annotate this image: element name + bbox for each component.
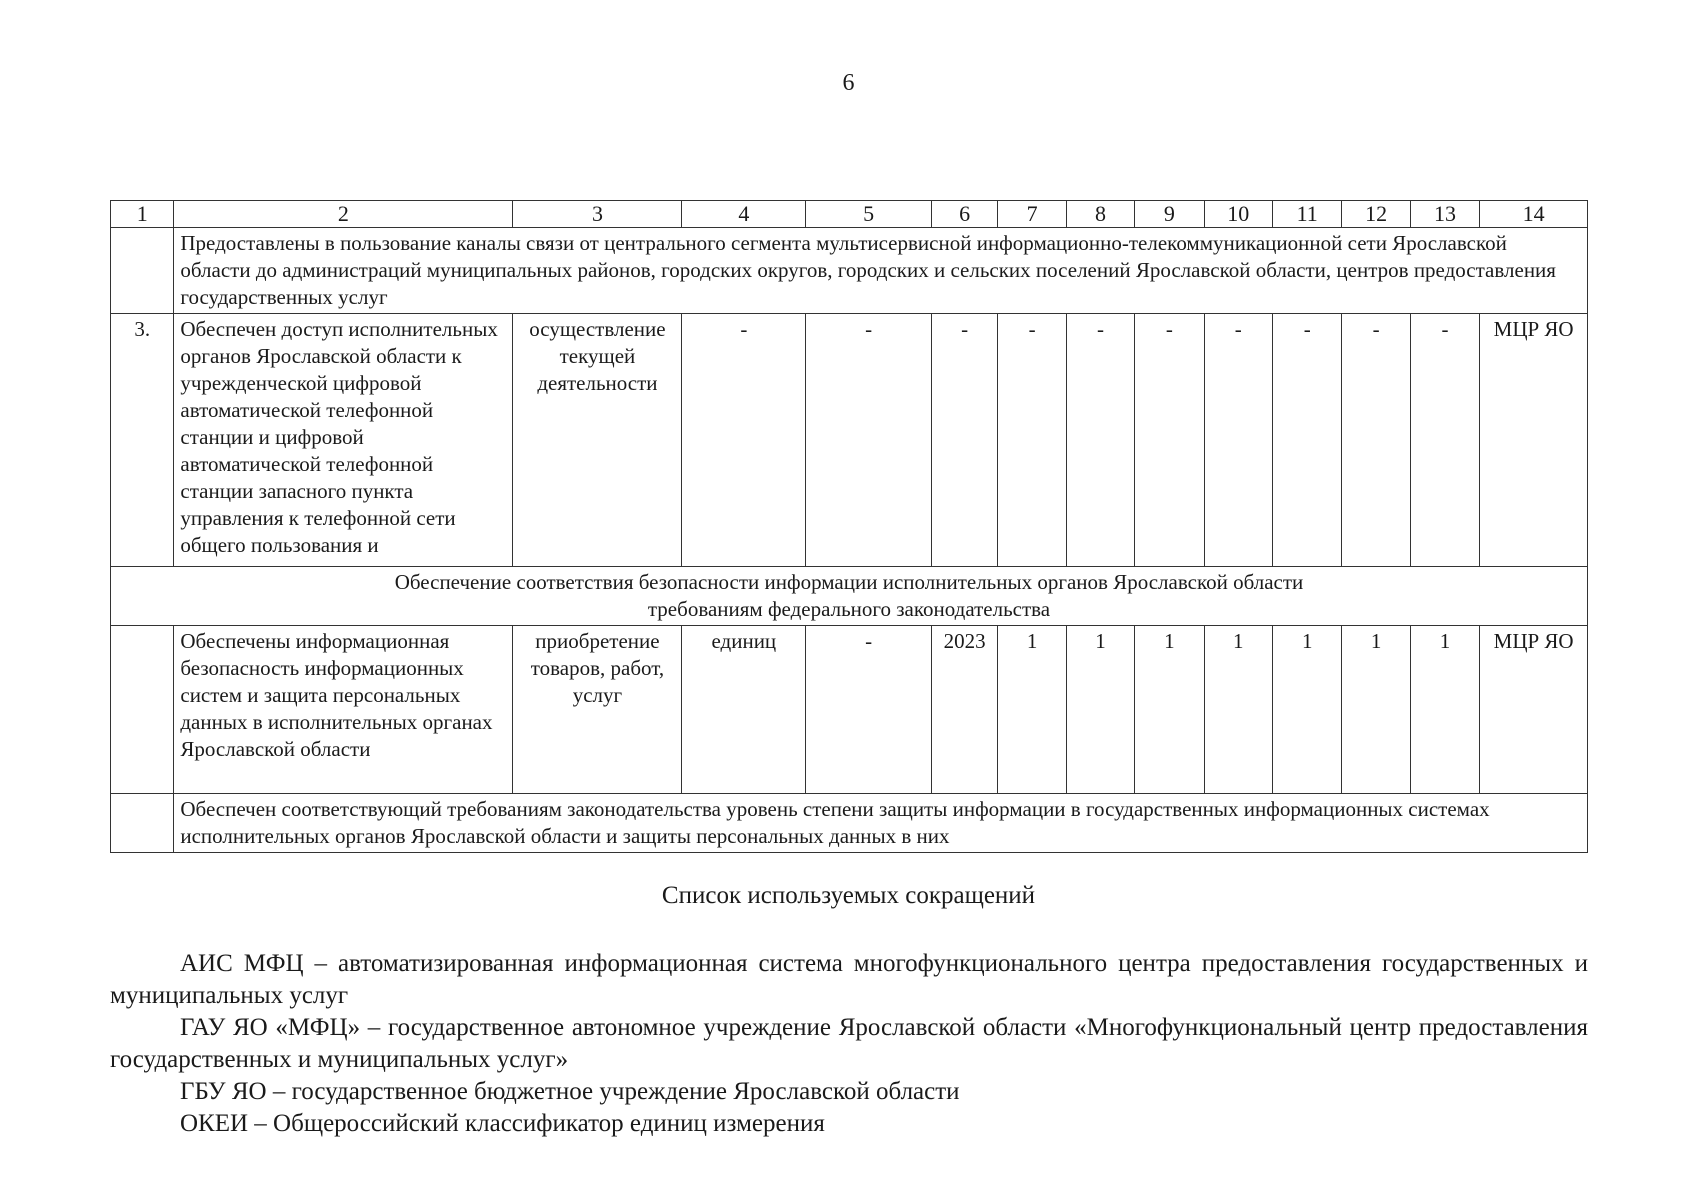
result-text: Предоставлены в пользование каналы связи от центрального сегмента мультисервисной информационно-телекоммуникационной сети Ярославской области до администраций муниципальных районов, городских округов, городских и сельских поселений Ярославской области, центров предоставления государственных услуг bbox=[174, 228, 1588, 314]
row-number bbox=[111, 626, 174, 794]
value-cell: 1 bbox=[1273, 626, 1342, 794]
abbreviation-item: ОКЕИ – Общероссийский классификатор единиц измерения bbox=[180, 1110, 825, 1137]
column-header: 4 bbox=[682, 201, 806, 228]
executor-cell: МЦР ЯО bbox=[1480, 626, 1588, 794]
empty-cell bbox=[111, 794, 174, 853]
column-header: 9 bbox=[1135, 201, 1204, 228]
measure-name: Обеспечен доступ исполнительных органов Ярославской области к учрежденческой цифровой автоматической телефонной станции и цифровой автоматической телефонной станции запасного пункта управления к телефонной сети общего пользования и bbox=[174, 314, 513, 567]
year-cell: 2023 bbox=[931, 626, 997, 794]
measure-type: осуществление текущей деятельности bbox=[513, 314, 682, 567]
section-heading bbox=[111, 567, 1588, 626]
table-row bbox=[111, 626, 1588, 794]
table-header-row bbox=[111, 201, 1588, 228]
section-heading-line: Обеспечение соответствия безопасности информации исполнительных органов Ярославской области bbox=[394, 570, 1304, 594]
value-cell: 1 bbox=[1342, 626, 1410, 794]
column-header: 3 bbox=[513, 201, 682, 228]
column-header: 13 bbox=[1410, 201, 1479, 228]
column-header: 12 bbox=[1342, 201, 1410, 228]
abbreviation-item: АИС МФЦ – автоматизированная информационная система многофункционального центра предоставления государственных и муниципальных услуг bbox=[110, 950, 1588, 1009]
section-heading-row bbox=[111, 567, 1588, 626]
abbreviations-title: Список используемых сокращений bbox=[661, 882, 1036, 909]
measure-name: Обеспечены информационная безопасность информационных систем и защита персональных данных в исполнительных органах Ярославской области bbox=[174, 626, 513, 794]
unit-cell: - bbox=[682, 314, 806, 567]
year-cell: - bbox=[931, 314, 997, 567]
okei-cell: - bbox=[806, 626, 932, 794]
page-number: 6 bbox=[842, 70, 855, 96]
section-heading-line: требованиям федерального законодательства bbox=[647, 597, 1051, 621]
abbreviation-item: ГАУ ЯО «МФЦ» – государственное автономное учреждение Ярославской области «Многофункциональный центр предоставления государственных и муниципальных услуг» bbox=[110, 1014, 1588, 1073]
empty-cell bbox=[111, 228, 174, 314]
column-header: 5 bbox=[806, 201, 932, 228]
row-number: 3. bbox=[111, 314, 174, 567]
value-cell: - bbox=[1410, 314, 1479, 567]
result-row bbox=[111, 794, 1588, 853]
result-row bbox=[111, 228, 1588, 314]
value-cell: 1 bbox=[1410, 626, 1479, 794]
value-cell: 1 bbox=[1135, 626, 1204, 794]
value-cell: - bbox=[1273, 314, 1342, 567]
indicators-table bbox=[110, 200, 1588, 853]
column-header: 1 bbox=[111, 201, 174, 228]
unit-cell: единиц bbox=[682, 626, 806, 794]
okei-cell: - bbox=[806, 314, 932, 567]
value-cell: - bbox=[1204, 314, 1272, 567]
measure-type: приобретение товаров, работ, услуг bbox=[513, 626, 682, 794]
value-cell: 1 bbox=[1066, 626, 1134, 794]
column-header: 2 bbox=[174, 201, 513, 228]
column-header: 14 bbox=[1480, 201, 1588, 228]
column-header: 7 bbox=[998, 201, 1066, 228]
value-cell: - bbox=[1135, 314, 1204, 567]
value-cell: - bbox=[1342, 314, 1410, 567]
value-cell: - bbox=[1066, 314, 1134, 567]
value-cell: 1 bbox=[1204, 626, 1272, 794]
executor-cell: МЦР ЯО bbox=[1480, 314, 1588, 567]
column-header: 8 bbox=[1066, 201, 1134, 228]
table-row bbox=[111, 314, 1588, 567]
abbreviations-list bbox=[110, 948, 1588, 1140]
value-cell: 1 bbox=[998, 626, 1066, 794]
column-header: 6 bbox=[931, 201, 997, 228]
column-header: 10 bbox=[1204, 201, 1272, 228]
column-header: 11 bbox=[1273, 201, 1342, 228]
abbreviation-item: ГБУ ЯО – государственное бюджетное учреждение Ярославской области bbox=[180, 1078, 960, 1105]
value-cell: - bbox=[998, 314, 1066, 567]
result-text: Обеспечен соответствующий требованиям законодательства уровень степени защиты информации в государственных информационных системах исполнительных органов Ярославской области и защиты персональных данных в них bbox=[174, 794, 1588, 853]
